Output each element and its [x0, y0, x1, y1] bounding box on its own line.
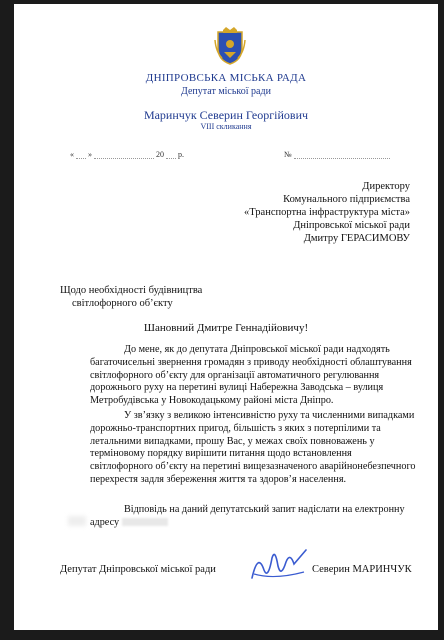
addressee-line: Комунального підприємства [283, 194, 410, 205]
date-month-blank [94, 150, 154, 159]
paragraph-justification-text: У зв’язку з великою інтенсивністю руху та численними випадками дорожньо-транспортних пригод, більшість з яких з потерпілими та летальними випадками, прошу Вас, у межах своїх повноважень у терміновому порядку вирішити питання щодо встановлення світлофорного об’єкту на перетині вищезазначеного аварійнонебезпечного перехрестя задля збереження життя та здоров’я населення. [90, 410, 416, 485]
subject-line-1: Щодо необхідності будівництва [60, 285, 203, 296]
paragraph-reply-text: Відповідь на даний депутатський запит надіслати на електронну адресу [90, 504, 405, 528]
convocation: VIII скликання [200, 122, 252, 131]
subject-block [60, 284, 202, 310]
addressee-line: Директору [362, 181, 410, 192]
letter-page [14, 4, 438, 630]
number-blank [294, 150, 390, 159]
signatory-position: Депутат Дніпровської міської ради [60, 564, 216, 575]
council-role: Депутат міської ради [181, 86, 271, 97]
date-suffix: р. [178, 150, 184, 159]
signatory-name: Северин МАРИНЧУК [312, 564, 412, 575]
date-close-quote: » [88, 150, 92, 159]
addressee-line: Дніпровської міської ради [293, 220, 410, 231]
council-name: ДНІПРОВСЬКА МІСЬКА РАДА [145, 72, 307, 84]
paragraph-reply [90, 504, 416, 530]
subject-line-2: світлофорного об’єкту [72, 298, 173, 309]
date-year-blank [166, 150, 176, 159]
scan-smudge [68, 516, 86, 526]
deputy-full-name: Маринчук Северин Георгійович [143, 108, 309, 122]
date-field [70, 150, 184, 159]
number-label: № [284, 150, 292, 159]
paragraph-justification [90, 410, 416, 487]
addressee-line: «Транспортна інфраструктура міста» [244, 207, 410, 218]
redacted-email [122, 518, 168, 526]
number-field [284, 150, 390, 159]
paragraph-request-text: До мене, як до депутата Дніпровської міської ради надходять багаточисельні звернення громадян з приводу необхідності облаштування світлофорного об’єкту для організації автоматичного регулювання дорожнього руху на перетині вулиці Набережна Заводська – вулиця Метробудівська у Новокодацькому районі міста Дніпро. [90, 344, 412, 407]
salutation: Шановний Дмитре Геннадійовичу! [143, 322, 309, 334]
handwritten-signature [248, 544, 310, 584]
paragraph-request [90, 344, 416, 408]
date-day-blank [76, 150, 86, 159]
date-open-quote: « [70, 150, 74, 159]
date-year: 20 [156, 150, 164, 159]
addressee-line: Дмитру ГЕРАСИМОВУ [303, 233, 410, 244]
addressee-block [244, 180, 410, 245]
city-coat-of-arms-icon [214, 26, 246, 66]
